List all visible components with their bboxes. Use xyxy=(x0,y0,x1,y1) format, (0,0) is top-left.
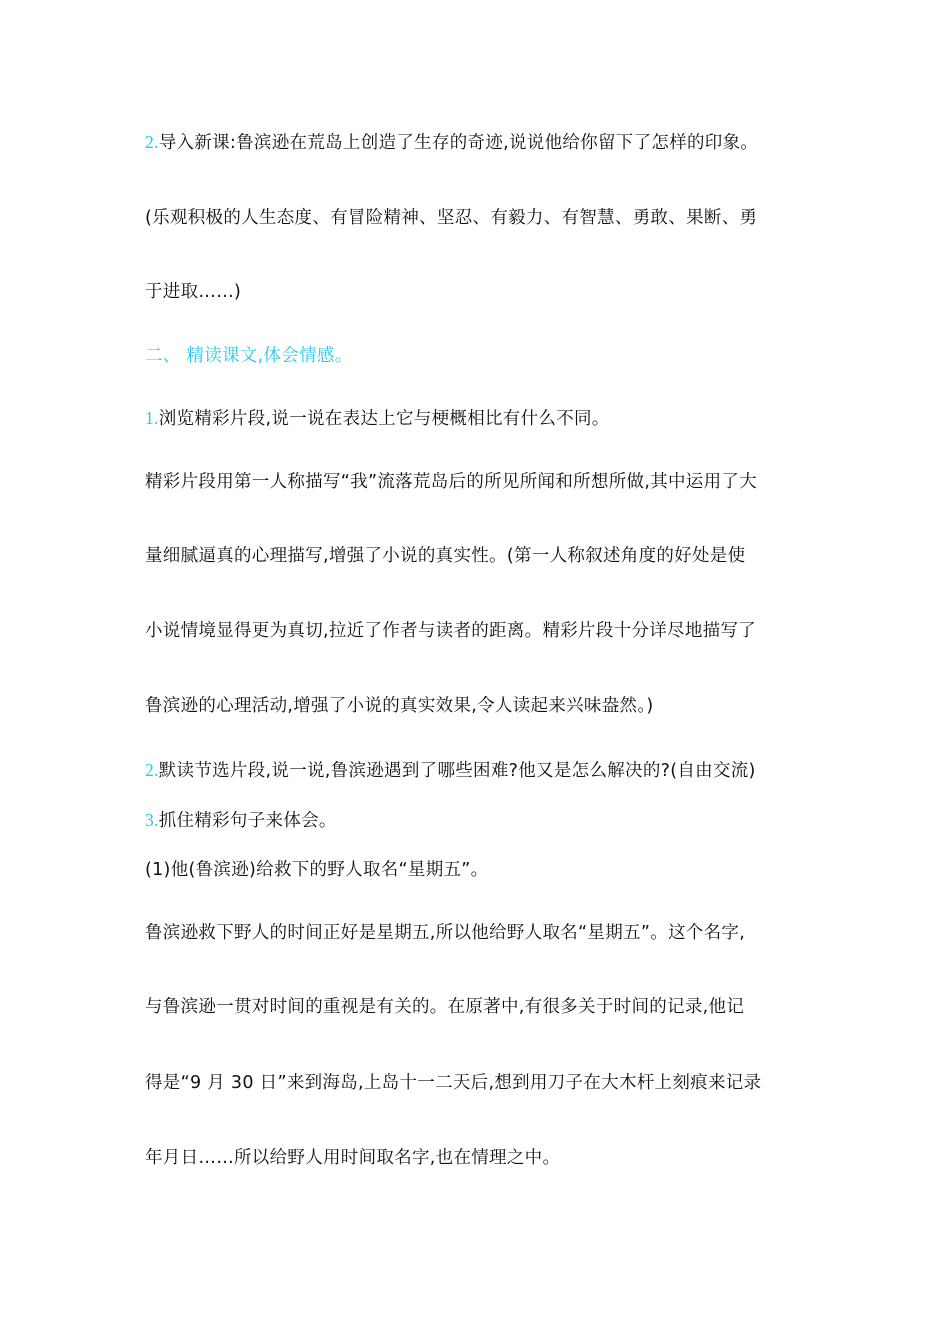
item-number: 3. xyxy=(145,810,159,830)
answer-3-line-2: 与鲁滨逊一贯对时间的重视是有关的。在原著中,有很多关于时间的记录,他记 xyxy=(145,997,745,1017)
impression-answer-line-2: 于进取……) xyxy=(145,282,242,302)
answer-3-line-3: 得是“9 月 30 日”来到海岛,上岛十一二天后,想到用刀子在大木杆上刻痕来记录 xyxy=(145,1073,762,1093)
answer-1-line-4: 鲁滨逊的心理活动,增强了小说的真实效果,令人读起来兴味盎然。) xyxy=(145,696,654,716)
question-3 xyxy=(145,808,815,833)
paragraph-intro xyxy=(145,130,815,155)
answer-1-line-2: 量细腻逼真的心理描写,增强了小说的真实性。(第一人称叙述角度的好处是使 xyxy=(145,546,746,566)
question-1 xyxy=(145,406,815,431)
answer-3-line-1: 鲁滨逊救下野人的时间正好是星期五,所以他给野人取名“星期五”。这个名字, xyxy=(145,923,746,943)
item-number: 2. xyxy=(145,132,159,152)
answer-1-line-1: 精彩片段用第一人称描写“我”流落荒岛后的所见所闻和所想所做,其中运用了大 xyxy=(145,472,757,492)
question-2 xyxy=(145,758,815,783)
question-3-subitem-1: (1)他(鲁滨逊)给救下的野人取名“星期五”。 xyxy=(145,860,489,880)
question-1-text: 浏览精彩片段,说一说在表达上它与梗概相比有什么不同。 xyxy=(158,409,610,429)
item-number: 1. xyxy=(145,408,159,428)
intro-text: 导入新课:鲁滨逊在荒岛上创造了生存的奇迹,说说他给你留下了怎样的印象。 xyxy=(158,133,759,153)
question-3-text: 抓住精彩句子来体会。 xyxy=(158,811,337,831)
item-number: 2. xyxy=(145,760,159,780)
question-2-text: 默读节选片段,说一说,鲁滨逊遇到了哪些困难?他又是怎么解决的?(自由交流) xyxy=(158,761,756,781)
impression-answer-line-1: (乐观积极的人生态度、有冒险精神、坚忍、有毅力、有智慧、勇敢、果断、勇 xyxy=(145,208,758,228)
answer-1-line-3: 小说情境显得更为真切,拉近了作者与读者的距离。精彩片段十分详尽地描写了 xyxy=(145,621,757,641)
answer-3-line-4: 年月日……所以给野人用时间取名字,也在情理之中。 xyxy=(145,1148,561,1168)
section-heading: 二、 精读课文,体会情感。 xyxy=(145,346,353,366)
